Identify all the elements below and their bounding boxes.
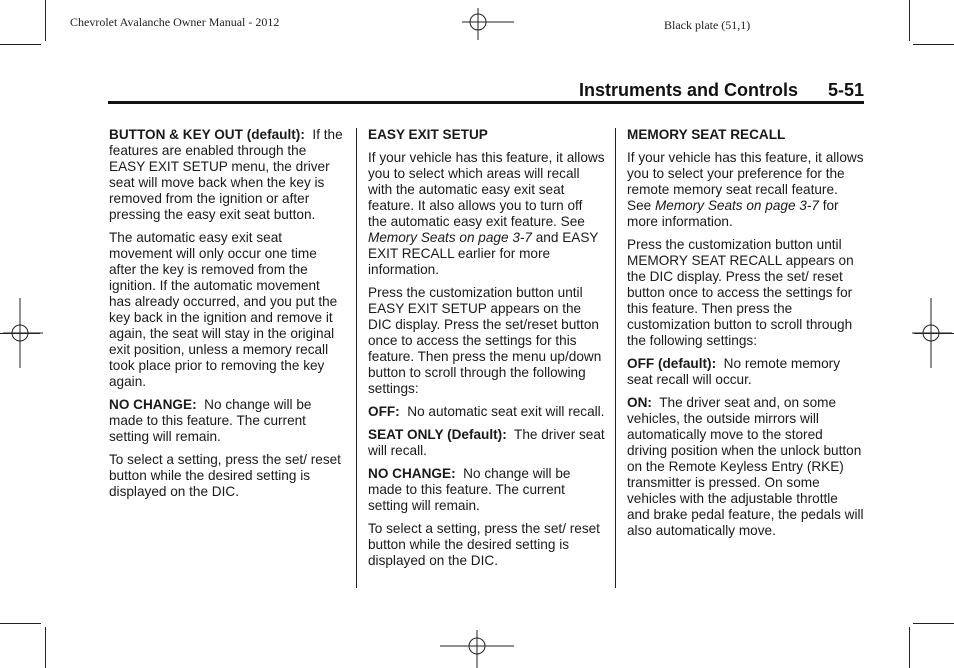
paragraph-text: No change will be made to this feature. The current setting will remain.: [368, 466, 571, 513]
term: OFF:: [368, 404, 400, 419]
cross-reference[interactable]: Memory Seats on page 3-7: [368, 230, 532, 245]
crop-mark: [0, 44, 41, 45]
crop-mark: [0, 623, 41, 624]
paragraph: To select a setting, press the set/ reset button while the desired setting is displayed on the DIC.: [109, 452, 341, 499]
term: NO CHANGE:: [368, 466, 456, 481]
paragraph-text: If your vehicle has this feature, it allows you to select your preference for the remote memory seat recall feature. See: [627, 150, 864, 213]
paragraph-text: and EASY EXIT RECALL earlier for more information.: [368, 230, 599, 277]
section-title: Instruments and Controls: [578, 80, 798, 100]
paragraph: [368, 404, 605, 420]
plate-label: Black plate (51,1): [664, 18, 751, 32]
paragraph-text: If your vehicle has this feature, it allows you to select which areas will recall with the automatic easy exit seat feature. It also allows you to turn off the automatic easy exit feature. See: [368, 150, 605, 229]
registration-mark-icon: [440, 630, 514, 668]
paragraph-text: The driver seat will recall.: [368, 427, 605, 458]
paragraph: The automatic easy exit seat movement will only occur one time after the key is removed from the ignition. If the automatic movement has already occurred, and you put the key back in the ignition and remove it again, the seat will stay in the original exit position, unless a memory recall took place prior to removing the key again.: [109, 230, 338, 389]
paragraph: [627, 150, 864, 230]
paragraph: [368, 150, 605, 278]
term: NO CHANGE:: [109, 397, 197, 412]
column-1: [109, 127, 345, 507]
crop-mark: [913, 44, 954, 45]
column-divider: [356, 128, 357, 588]
registration-mark-icon: [3, 298, 43, 368]
paragraph: [368, 466, 605, 514]
registration-mark-icon: [912, 298, 952, 368]
column-2: [368, 127, 605, 576]
crop-mark: [913, 623, 954, 624]
page-number: 5-51: [827, 80, 864, 100]
paragraph-text: No remote memory seat recall will occur.: [627, 356, 841, 387]
paragraph-text: No change will be made to this feature. The current setting will remain.: [109, 397, 312, 444]
crop-mark: [45, 0, 46, 41]
heading-text: EASY EXIT SETUP: [368, 127, 488, 142]
section-heading: [368, 127, 605, 143]
crop-mark: [45, 627, 46, 668]
paragraph: [368, 427, 605, 459]
paragraph: [109, 397, 345, 445]
term: BUTTON & KEY OUT (default):: [109, 127, 305, 142]
term: OFF (default):: [627, 356, 717, 371]
paragraph-text: for more information.: [627, 198, 839, 229]
paragraph: To select a setting, press the set/ reset button while the desired setting is displayed on the DIC.: [368, 521, 600, 568]
term: ON:: [627, 395, 652, 410]
paragraph-text: No automatic seat exit will recall.: [407, 404, 605, 419]
running-head: [108, 80, 864, 101]
heading-text: MEMORY SEAT RECALL: [627, 127, 786, 142]
registration-mark-icon: [462, 8, 514, 40]
paragraph: [109, 127, 345, 223]
cross-reference[interactable]: Memory Seats on page 3-7: [654, 198, 819, 213]
manual-title: Chevrolet Avalanche Owner Manual - 2012: [70, 15, 280, 29]
paragraph: [627, 356, 864, 388]
paragraph: Press the customization button until EASY EXIT SETUP appears on the DIC display. Press the set/reset button once to access the settings for this feature. Then press the menu up/down button to scroll through the following settings:: [368, 285, 602, 396]
crop-mark: [909, 627, 910, 668]
header-rule: [108, 101, 864, 104]
paragraph: Press the customization button until MEMORY SEAT RECALL appears on the DIC display. Press the set/ reset button once to access the settings for this feature. Then press the customization button to scroll through the following settings:: [627, 237, 854, 348]
column-3: [627, 127, 864, 546]
paragraph: [627, 395, 864, 539]
section-heading: [627, 127, 864, 143]
paragraph-text: The driver seat and, on some vehicles, the outside mirrors will automatically move to the stored driving position when the unlock button on the Remote Keyless Entry (RKE) transmitter is pressed. On some vehicles with the adjustable throttle and brake pedal feature, the pedals will also automatically move.: [627, 395, 864, 538]
term: SEAT ONLY (Default):: [368, 427, 507, 442]
column-divider: [615, 128, 616, 588]
crop-mark: [909, 0, 910, 41]
paragraph-text: If the features are enabled through the EASY EXIT SETUP menu, the driver seat will move back when the key is removed from the ignition or after pressing the easy exit seat button.: [109, 127, 343, 222]
